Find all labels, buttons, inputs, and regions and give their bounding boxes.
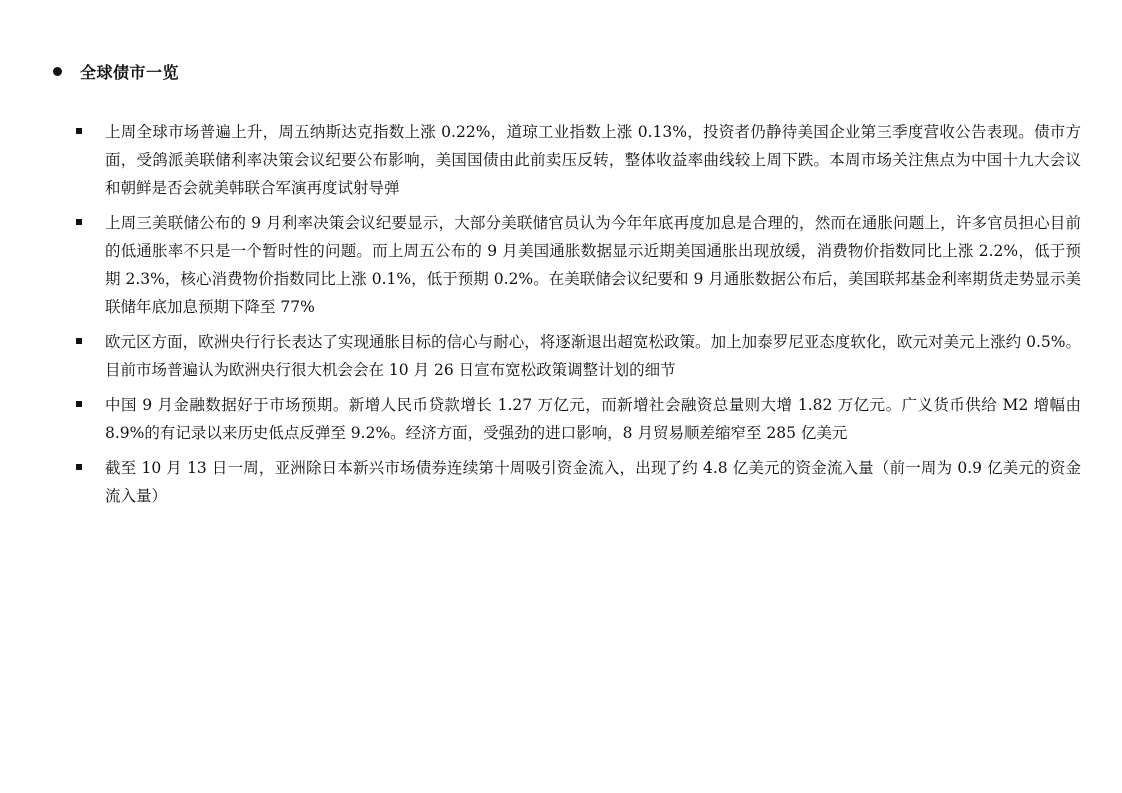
list-item-text: 上周全球市场普遍上升，周五纳斯达克指数上涨 0.22%，道琼工业指数上涨 0.13%，投资者仍静待美国企业第三季度营收公告表现。债市方面，受鸽派美联储利率决策会议纪要公布影响，美国国债由此前卖压反转，整体收益率曲线较上周下跌。本周市场关注焦点为中国十九大会议和朝鲜是否会就美韩联合军演再度试射导弹 — [105, 123, 1081, 197]
bullet-list — [76, 118, 1081, 517]
list-item-text: 欧元区方面，欧洲央行行长表达了实现通胀目标的信心与耐心，将逐渐退出超宽松政策。加上加泰罗尼亚态度软化，欧元对美元上涨约 0.5%。目前市场普遍认为欧洲央行很大机会会在 10 月 26 日宣布宽松政策调整计划的细节 — [105, 333, 1081, 379]
square-bullet-icon — [76, 128, 82, 134]
list-item-text: 上周三美联储公布的 9 月利率决策会议纪要显示，大部分美联储官员认为今年年底再度加息是合理的，然而在通胀问题上，许多官员担心目前的低通胀率不只是一个暂时性的问题。而上周五公布的 9 月美国通胀数据显示近期美国通胀出现放缓，消费物价指数同比上涨 2.2%，低于预期 2.3%，核心消费物价指数同比上涨 0.1%，低于预期 0.2%。在美联储会议纪要和 9 月通胀数据公布后，美国联邦基金利率期货走势显示美联储年底加息预期下降至 77% — [105, 214, 1081, 316]
list-item-text: 截至 10 月 13 日一周，亚洲除日本新兴市场债券连续第十周吸引资金流入，出现了约 4.8 亿美元的资金流入量（前一周为 0.9 亿美元的资金流入量） — [105, 459, 1081, 505]
list-item — [76, 328, 1081, 384]
square-bullet-icon — [76, 464, 82, 470]
list-item-text: 中国 9 月金融数据好于市场预期。新增人民币贷款增长 1.27 万亿元，而新增社会融资总量则大增 1.82 万亿元。广义货币供给 M2 增幅由 8.9%的有记录以来历史低点反弹至 9.2%。经济方面，受强劲的进口影响，8 月贸易顺差缩窄至 285 亿美元 — [105, 396, 1081, 442]
square-bullet-icon — [76, 338, 82, 344]
list-item — [76, 391, 1081, 447]
square-bullet-icon — [76, 401, 82, 407]
section-header — [50, 58, 179, 84]
round-bullet-icon — [53, 67, 62, 76]
square-bullet-icon — [76, 219, 82, 225]
section-title: 全球债市一览 — [80, 62, 180, 82]
list-item — [76, 118, 1081, 202]
list-item — [76, 454, 1081, 510]
list-item — [76, 209, 1081, 321]
